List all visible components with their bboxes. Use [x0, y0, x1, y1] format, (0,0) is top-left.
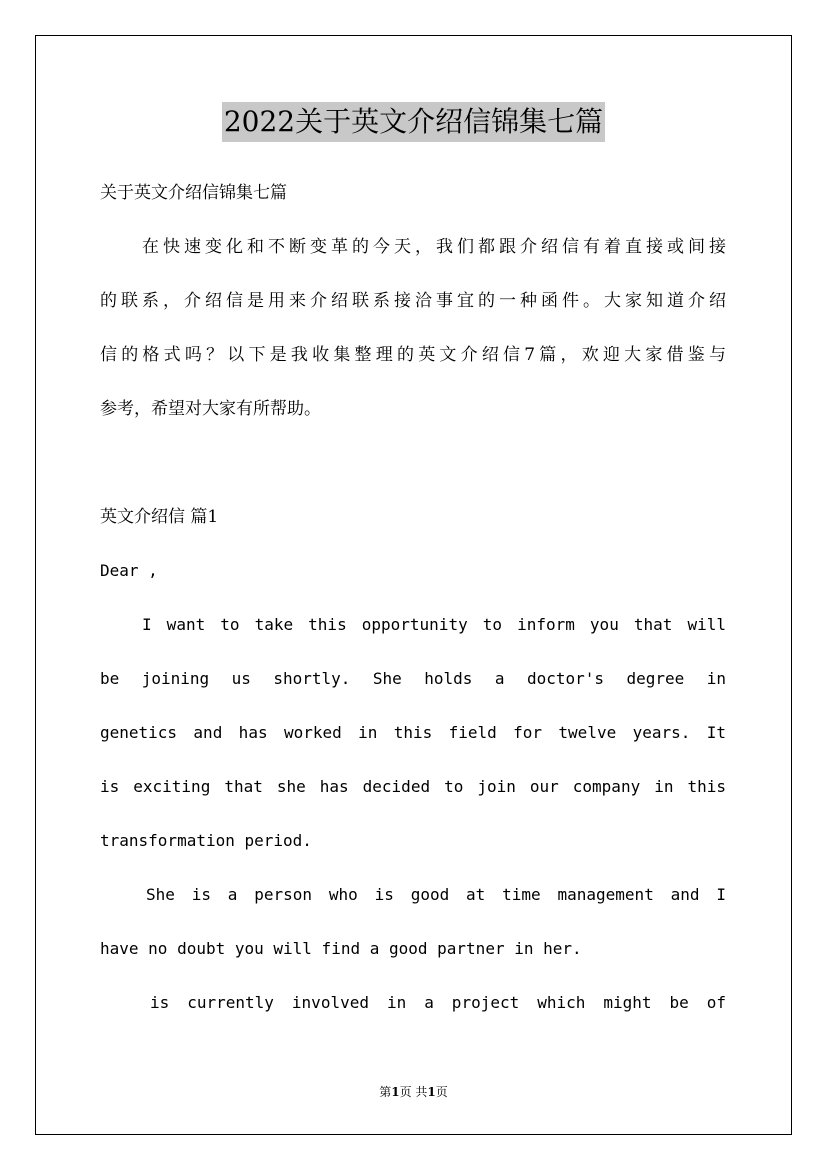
page-label-mid: 页 共	[399, 1085, 428, 1099]
paragraph-line: I want to take this opportunity to inform you that will	[142, 615, 726, 634]
page-footer	[0, 1083, 827, 1100]
intro-line: 参考，希望对大家有所帮助。	[100, 399, 321, 419]
salutation: Dear ,	[100, 561, 158, 580]
page-total: 1	[427, 1085, 436, 1099]
paragraph-line: genetics and has worked in this field for twelve years. It	[100, 723, 726, 742]
spacer	[100, 442, 726, 496]
paragraph-line: is currently involved in a project which might be of	[150, 993, 726, 1012]
title-container	[0, 102, 827, 142]
paragraph-line: have no doubt you will find a good partner in her.	[100, 939, 582, 958]
intro-line: 的联系，介绍信是用来介绍联系接洽事宜的一种函件。大家知道介绍	[100, 291, 726, 311]
paragraph-line: transformation period.	[100, 831, 312, 850]
paragraph-line: is exciting that she has decided to join our company in this	[100, 777, 726, 796]
page-current: 1	[391, 1085, 400, 1099]
document-subtitle: 关于英文介绍信锦集七篇	[100, 183, 287, 203]
section-heading: 英文介绍信 篇1	[100, 507, 219, 527]
page-label-suffix: 页	[435, 1085, 448, 1099]
paragraph-line: be joining us shortly. She holds a doctor's degree in	[100, 669, 726, 688]
intro-line: 在快速变化和不断变革的今天，我们都跟介绍信有着直接或间接	[142, 237, 726, 257]
document-title: 2022关于英文介绍信锦集七篇	[222, 102, 605, 142]
document-body	[100, 172, 726, 1036]
page-label-prefix: 第	[379, 1085, 392, 1099]
intro-line: 信的格式吗？以下是我收集整理的英文介绍信7篇，欢迎大家借鉴与	[100, 345, 726, 365]
paragraph-line: She is a person who is good at time management and I	[146, 885, 726, 904]
